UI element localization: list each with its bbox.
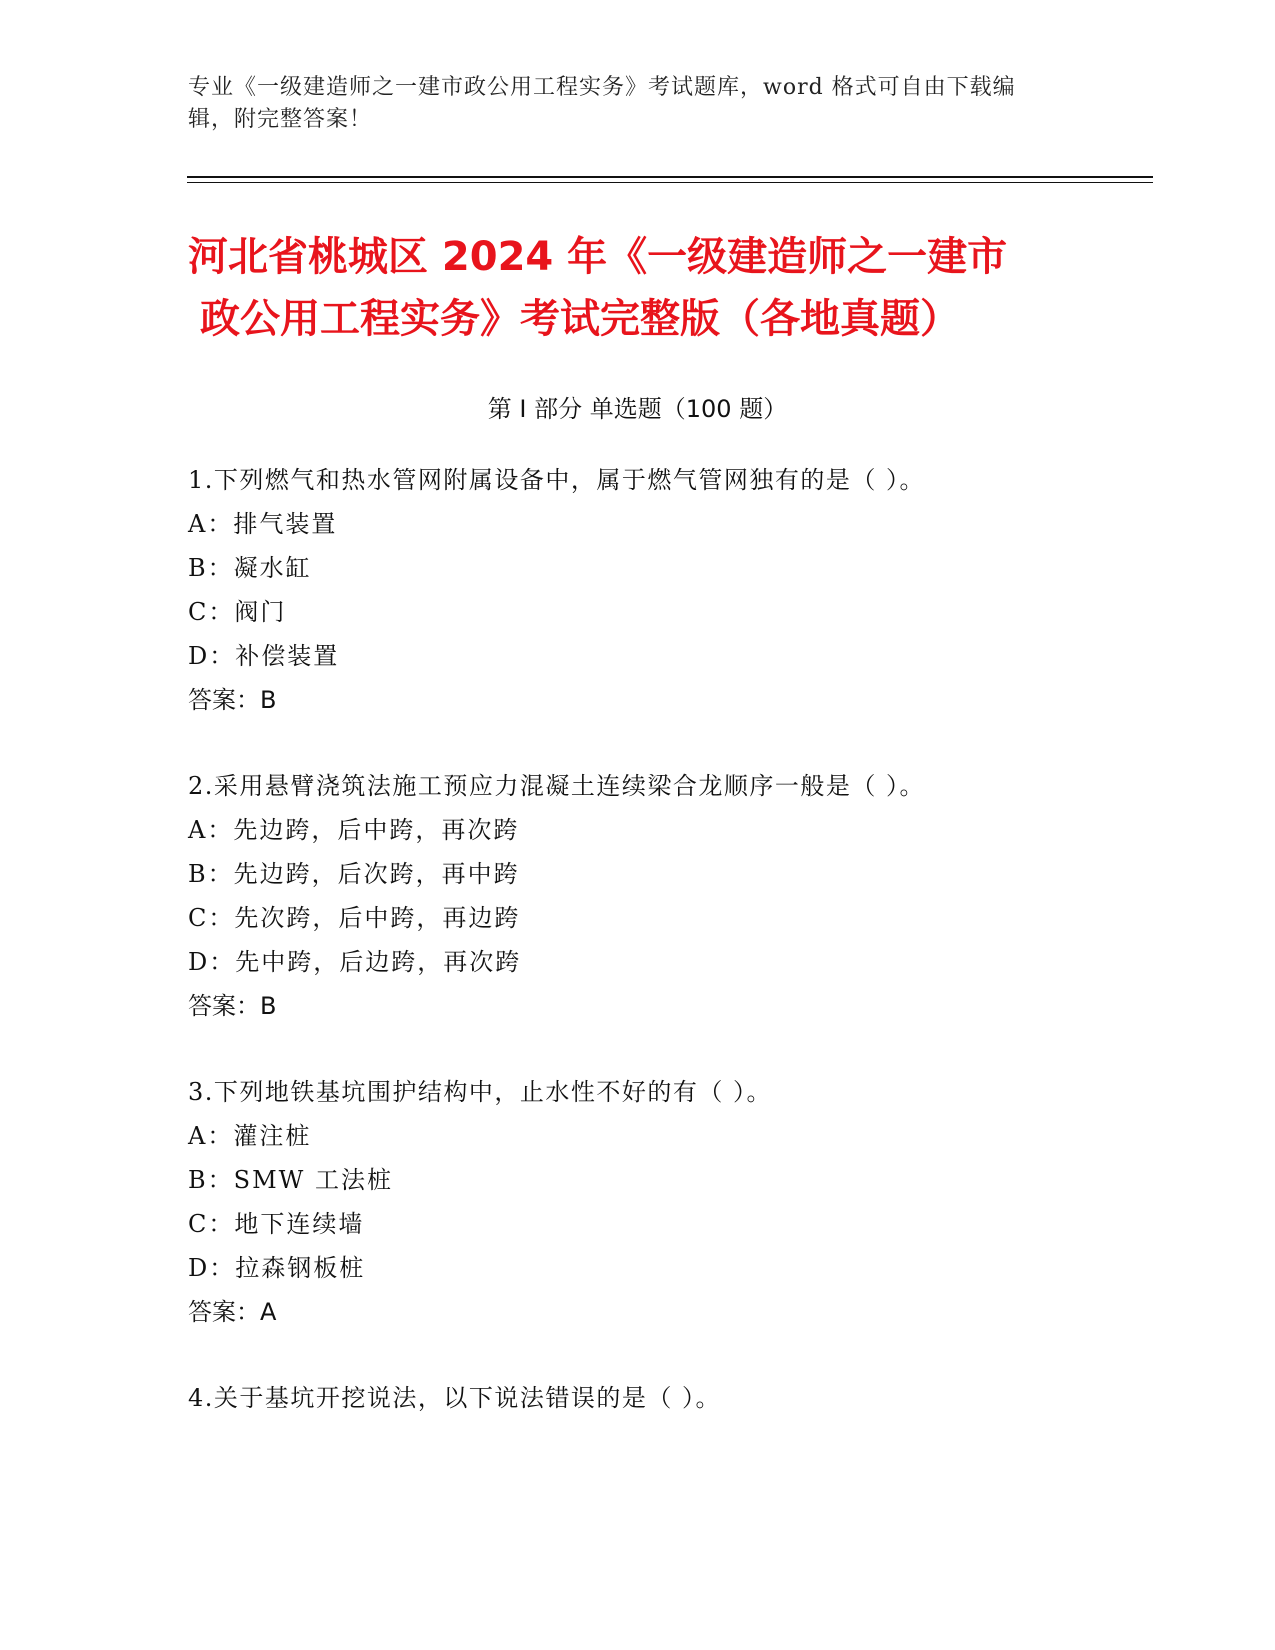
question-2-option-c: C：先次跨，后中跨，再边跨 bbox=[188, 904, 521, 932]
question-1-stem: 1.下列燃气和热水管网附属设备中，属于燃气管网独有的是（ ）。 bbox=[188, 466, 926, 494]
question-1-option-b: B：凝水缸 bbox=[188, 554, 312, 582]
question-1-option-d: D：补偿装置 bbox=[188, 642, 340, 670]
question-3-option-a: A：灌注桩 bbox=[188, 1122, 312, 1150]
question-1-answer: 答案：B bbox=[188, 686, 277, 714]
question-4-stem: 4.关于基坑开挖说法，以下说法错误的是（ ）。 bbox=[188, 1384, 722, 1412]
question-3-option-b: B：SMW 工法桩 bbox=[188, 1166, 393, 1194]
question-3-option-c: C：地下连续墙 bbox=[188, 1210, 365, 1238]
header-note-line-2: 辑，附完整答案！ bbox=[188, 107, 373, 132]
document-title-line-2: 政公用工程实务》考试完整版（各地真题） bbox=[200, 296, 960, 342]
header-rule-thick bbox=[187, 176, 1153, 178]
section-title: 第 I 部分 单选题（100 题） bbox=[487, 395, 788, 423]
question-2-option-a: A：先边跨，后中跨，再次跨 bbox=[188, 816, 520, 844]
header-note bbox=[188, 72, 1078, 136]
header-rule-thin bbox=[187, 182, 1153, 183]
document-title-line-1: 河北省桃城区 2024 年《一级建造师之一建市 bbox=[188, 234, 1008, 280]
question-3-stem: 3.下列地铁基坑围护结构中，止水性不好的有（ ）。 bbox=[188, 1078, 773, 1106]
question-2-option-b: B：先边跨，后次跨，再中跨 bbox=[188, 860, 520, 888]
question-2-answer: 答案：B bbox=[188, 992, 277, 1020]
document-title bbox=[188, 226, 1088, 350]
question-3-option-d: D：拉森钢板桩 bbox=[188, 1254, 366, 1282]
question-2-option-d: D：先中跨，后边跨，再次跨 bbox=[188, 948, 522, 976]
header-note-line-1: 专业《一级建造师之一建市政公用工程实务》考试题库，word 格式可自由下载编 bbox=[188, 75, 1016, 100]
question-3-answer: 答案：A bbox=[188, 1298, 277, 1326]
question-2-stem: 2.采用悬臂浇筑法施工预应力混凝土连续梁合龙顺序一般是（ ）。 bbox=[188, 772, 926, 800]
question-1-option-c: C：阀门 bbox=[188, 598, 287, 626]
question-1-option-a: A：排气装置 bbox=[188, 510, 338, 538]
